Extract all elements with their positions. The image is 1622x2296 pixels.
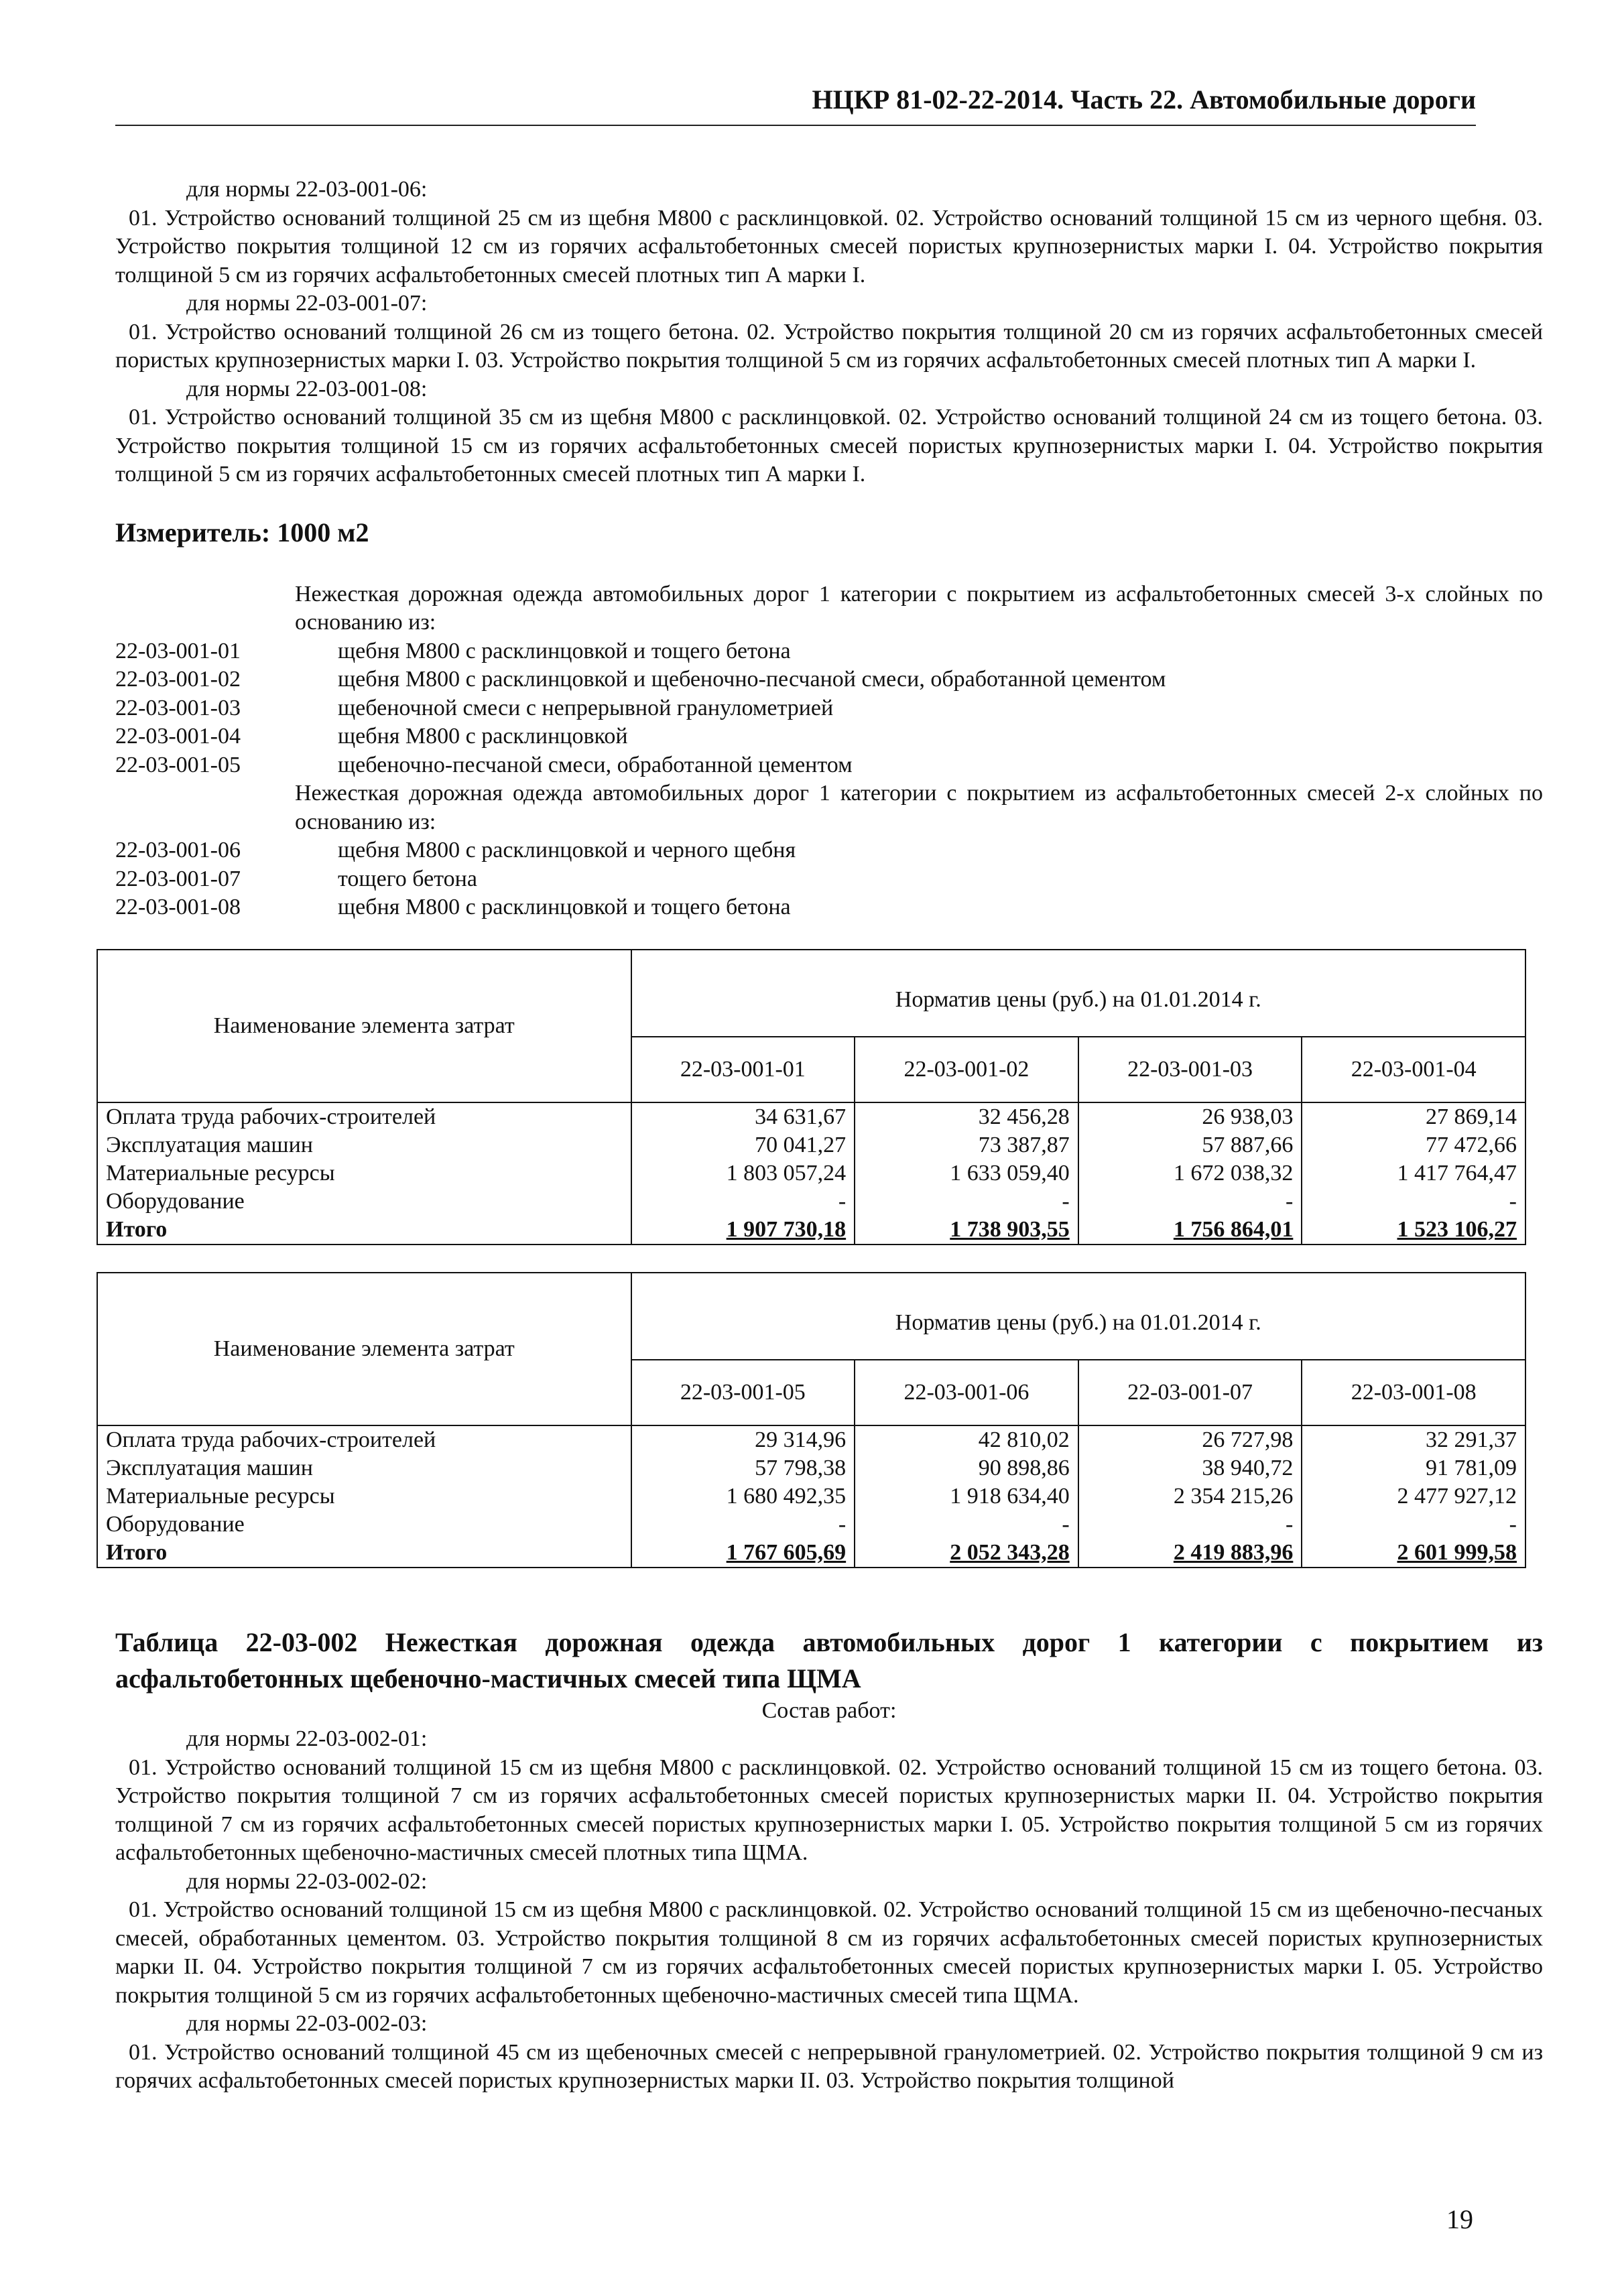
table-row: [97, 1188, 1525, 1216]
work-composition-heading: Состав работ:: [761, 1698, 897, 1723]
table-row: [97, 1425, 1525, 1454]
table-22-03-002-title: Таблица 22-03-002 Нежесткая дорожная одежда автомобильных дорог 1 категории с покрытием из асфальтобетонных щебеночно-мастичных смесей типа ЩМА: [115, 1627, 1543, 1694]
code-list-item: [115, 751, 1543, 780]
norm-label-002-01: для нормы 22-03-002-01:: [186, 1726, 428, 1751]
norm-description: щебня М800 с расклинцовкой и черного щебня: [338, 838, 796, 863]
norm-label-002-02: для нормы 22-03-002-02:: [186, 1868, 428, 1894]
page-number: 19: [1446, 2204, 1473, 2234]
cell-value: -: [855, 1511, 1078, 1539]
table-row: [97, 1131, 1525, 1159]
norm-text-001-07: 01. Устройство оснований толщиной 26 см из тощего бетона. 02. Устройство покрытия толщиной 20 см из горячих асфальтобетонных смесей пористых крупнозернистых марки I. 03. Устройство покрытия толщиной 5 см из горячих асфальтобетонных смесей плотных тип А марки I.: [115, 319, 1543, 373]
cell-value: 91 781,09: [1302, 1454, 1525, 1482]
cell-value: 70 041,27: [631, 1131, 855, 1159]
cell-value: 26 938,03: [1078, 1102, 1302, 1131]
cell-value: 1 803 057,24: [631, 1159, 855, 1188]
norm-text-001-06: 01. Устройство оснований толщиной 25 см из щебня М800 с расклинцовкой. 02. Устройство оснований толщиной 15 см из черного щебня. 03. Устройство покрытия толщиной 12 см из горячих асфальтобетонных смесей пористых крупнозернистых марки I. 04. Устройство покрытия толщиной 5 см из горячих асфальтобетонных смесей плотных тип А марки I.: [115, 205, 1543, 288]
price-table-1-wrap: [106, 949, 1543, 1245]
norm-label-002-03: для нормы 22-03-002-03:: [186, 2011, 428, 2036]
cell-value: 1 672 038,32: [1078, 1159, 1302, 1188]
table-row: [97, 1454, 1525, 1482]
row-label: Материальные ресурсы: [97, 1482, 631, 1511]
cell-value: 2 477 927,12: [1302, 1482, 1525, 1511]
norm-label-001-07: для нормы 22-03-001-07:: [186, 291, 428, 316]
column-header-code: 22-03-001-03: [1078, 1037, 1302, 1102]
cell-value: 32 456,28: [855, 1102, 1078, 1131]
code-list-item: [115, 836, 1543, 865]
code-group-title-2: Нежесткая дорожная одежда автомобильных дорог 1 категории с покрытием из асфальтобетонных смесей 2-х слойных по основанию из:: [295, 781, 1543, 834]
code-list-item: [115, 865, 1543, 894]
cell-value: 77 472,66: [1302, 1131, 1525, 1159]
row-label: Итого: [97, 1539, 631, 1568]
column-header-code: 22-03-001-05: [631, 1360, 855, 1425]
row-label: Итого: [97, 1216, 631, 1245]
code-group-title-1: Нежесткая дорожная одежда автомобильных дорог 1 категории с покрытием из асфальтобетонных смесей 3-х слойных по основанию из:: [295, 581, 1543, 635]
running-header: НЦКР 81-02-22-2014. Часть 22. Автомобильные дороги: [115, 80, 1476, 126]
cell-value: 1 767 605,69: [631, 1539, 855, 1568]
cell-value: 1 680 492,35: [631, 1482, 855, 1511]
column-header-price-norm: Норматив цены (руб.) на 01.01.2014 г.: [631, 950, 1525, 1037]
norm-description: щебеночно-песчаной смеси, обработанной цементом: [338, 752, 853, 777]
table-row: [97, 1159, 1525, 1188]
row-label: Эксплуатация машин: [97, 1131, 631, 1159]
norm-text-002-01: 01. Устройство оснований толщиной 15 см из щебня М800 с расклинцовкой. 02. Устройство оснований толщиной 15 см из тощего бетона. 03. Устройство покрытия толщиной 7 см из горячих асфальтобетонных смесей пористых крупнозернистых марки II. 04. Устройство покрытия толщиной 7 см из горячих асфальтобетонных смесей пористых крупнозернистых марки I. 05. Устройство покрытия толщиной 5 см из горячих асфальтобетонных щебеночно-мастичных смесей плотных типа ЩМА.: [115, 1755, 1543, 1865]
table-row: [97, 1539, 1525, 1568]
norm-label-001-06: для нормы 22-03-001-06:: [186, 177, 428, 202]
cell-value: 42 810,02: [855, 1425, 1078, 1454]
norm-description: щебня М800 с расклинцовкой: [338, 724, 628, 749]
column-header-code: 22-03-001-07: [1078, 1360, 1302, 1425]
row-label: Оборудование: [97, 1511, 631, 1539]
page-body: [106, 176, 1543, 2096]
measure-unit: Измеритель: 1000 м2: [115, 517, 369, 548]
cell-value: 27 869,14: [1302, 1102, 1525, 1131]
norm-text-001-08: 01. Устройство оснований толщиной 35 см из щебня М800 с расклинцовкой. 02. Устройство оснований толщиной 24 см из тощего бетона. 03. Устройство покрытия толщиной 15 см из горячих асфальтобетонных смесей пористых крупнозернистых марки I. 04. Устройство покрытия толщиной 5 см из горячих асфальтобетонных смесей плотных тип А марки I.: [115, 405, 1543, 487]
cell-value: 57 798,38: [631, 1454, 855, 1482]
norm-code: 22-03-001-08: [115, 895, 241, 919]
norm-code: 22-03-001-05: [115, 752, 241, 777]
cell-value: 26 727,98: [1078, 1425, 1302, 1454]
code-list-item: [115, 893, 1543, 922]
code-list-item: [115, 722, 1543, 751]
norm-code: 22-03-001-06: [115, 838, 241, 863]
cell-value: -: [1302, 1188, 1525, 1216]
cell-value: -: [1078, 1188, 1302, 1216]
table-header-row: [97, 950, 1525, 1037]
cell-value: 2 052 343,28: [855, 1539, 1078, 1568]
norm-code-list: [115, 580, 1543, 922]
norm-code: 22-03-001-02: [115, 667, 241, 692]
code-list-item: [115, 665, 1543, 694]
cell-value: 90 898,86: [855, 1454, 1078, 1482]
norm-description: щебня М800 с расклинцовкой и тощего бетона: [338, 895, 791, 919]
norm-label-001-08: для нормы 22-03-001-08:: [186, 376, 428, 401]
norm-text-002-03: 01. Устройство оснований толщиной 45 см из щебеночных смесей с непрерывной гранулометрией. 02. Устройство покрытия толщиной 9 см из горячих асфальтобетонных смесей пористых крупнозернистых марки II. 03. Устройство покрытия толщиной: [115, 2039, 1543, 2093]
cell-value: 2 419 883,96: [1078, 1539, 1302, 1568]
cell-value: -: [631, 1188, 855, 1216]
code-list-item: [115, 637, 1543, 666]
norm-description: щебня М800 с расклинцовкой и тощего бетона: [338, 638, 791, 663]
norm-code: 22-03-001-01: [115, 638, 241, 663]
price-table-1: [97, 949, 1526, 1245]
column-header-code: 22-03-001-01: [631, 1037, 855, 1102]
column-header-cost-element: Наименование элемента затрат: [97, 950, 631, 1102]
column-header-cost-element: Наименование элемента затрат: [97, 1273, 631, 1425]
cell-value: 57 887,66: [1078, 1131, 1302, 1159]
cell-value: 1 633 059,40: [855, 1159, 1078, 1188]
cell-value: 38 940,72: [1078, 1454, 1302, 1482]
cell-value: 1 918 634,40: [855, 1482, 1078, 1511]
norm-description: щебеночной смеси с непрерывной гранулометрией: [338, 695, 834, 720]
cell-value: 1 738 903,55: [855, 1216, 1078, 1245]
row-label: Оборудование: [97, 1188, 631, 1216]
cell-value: -: [1302, 1511, 1525, 1539]
cell-value: 1 756 864,01: [1078, 1216, 1302, 1245]
column-header-code: 22-03-001-06: [855, 1360, 1078, 1425]
cell-value: 29 314,96: [631, 1425, 855, 1454]
table-header-row: [97, 1273, 1525, 1360]
norm-code: 22-03-001-07: [115, 866, 241, 891]
cell-value: 1 417 764,47: [1302, 1159, 1525, 1188]
column-header-code: 22-03-001-04: [1302, 1037, 1525, 1102]
cell-value: 2 601 999,58: [1302, 1539, 1525, 1568]
price-table-2-wrap: [106, 1272, 1543, 1568]
cell-value: -: [1078, 1511, 1302, 1539]
price-table-2: [97, 1272, 1526, 1568]
cell-value: 2 354 215,26: [1078, 1482, 1302, 1511]
norm-text-002-02: 01. Устройство оснований толщиной 15 см из щебня М800 с расклинцовкой. 02. Устройство оснований толщиной 15 см из щебеночно-песчаных смесей, обработанных цементом. 03. Устройство покрытия толщиной 8 см из горячих асфальтобетонных смесей пористых крупнозернистых марки II. 04. Устройство покрытия толщиной 7 см из горячих асфальтобетонных смесей пористых крупнозернистых марки I. 05. Устройство покрытия толщиной 5 см из горячих асфальтобетонных щебеночно-мастичных смесей типа ЩМА.: [115, 1897, 1543, 2008]
norm-description: щебня М800 с расклинцовкой и щебеночно-песчаной смеси, обработанной цементом: [338, 667, 1166, 692]
code-list-item: [115, 694, 1543, 723]
norm-code: 22-03-001-04: [115, 724, 241, 749]
row-label: Оплата труда рабочих-строителей: [97, 1425, 631, 1454]
cell-value: 32 291,37: [1302, 1425, 1525, 1454]
row-label: Эксплуатация машин: [97, 1454, 631, 1482]
cell-value: -: [631, 1511, 855, 1539]
column-header-code: 22-03-001-08: [1302, 1360, 1525, 1425]
table-row: [97, 1511, 1525, 1539]
cell-value: 34 631,67: [631, 1102, 855, 1131]
column-header-price-norm: Норматив цены (руб.) на 01.01.2014 г.: [631, 1273, 1525, 1360]
cell-value: 1 907 730,18: [631, 1216, 855, 1245]
norm-code: 22-03-001-03: [115, 695, 241, 720]
row-label: Материальные ресурсы: [97, 1159, 631, 1188]
table-row: [97, 1216, 1525, 1245]
norm-description: тощего бетона: [338, 866, 477, 891]
table-row: [97, 1482, 1525, 1511]
table-row: [97, 1102, 1525, 1131]
column-header-code: 22-03-001-02: [855, 1037, 1078, 1102]
cell-value: 73 387,87: [855, 1131, 1078, 1159]
row-label: Оплата труда рабочих-строителей: [97, 1102, 631, 1131]
cell-value: 1 523 106,27: [1302, 1216, 1525, 1245]
cell-value: -: [855, 1188, 1078, 1216]
